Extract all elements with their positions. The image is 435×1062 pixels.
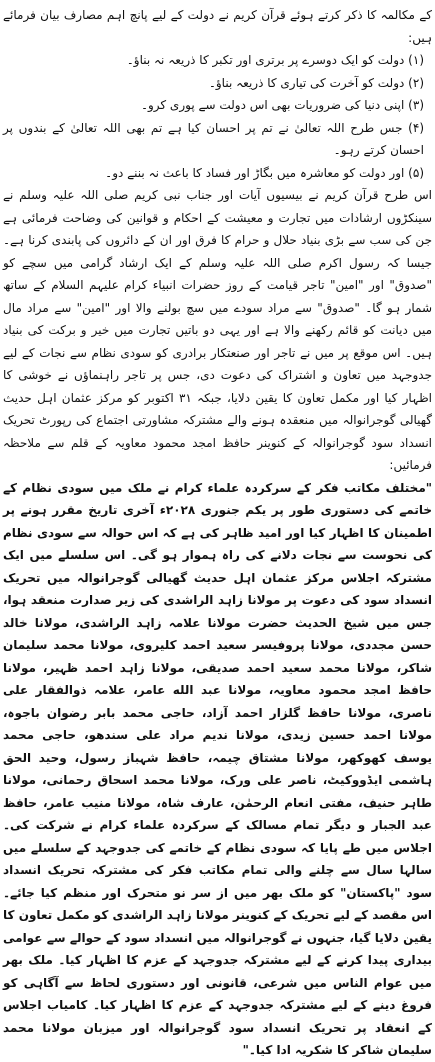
report-quote-paragraph: "مختلف مکاتب فکر کے سرکردہ علماء کرام نے ملک میں سودی نظام کے خاتمے کی دستوری طور پر یکم جنوری ۲۰۲۸ء آخری تاریخ مقرر ہونے پر اطمینان کا اظہار کیا اور امید ظاہر کی ہے کہ اس حوالہ سے سودی نظام کی نحوست سے نجات دلانے کی راہ ہموار ہو گی۔ اس سلسلے میں ایک مشترکہ اجلاس مرکز عثمان اہل حدیث گھیالی گوجرانوالہ میں تحریک انسداد سود کی دعوت پر مولانا زاہد الراشدی کی زیر صدارت منعقد ہوا، جس میں شیخ الحدیث حضرت مولانا علامہ زاہد الراشدی، مولانا خالد حسن مجددی، مولانا پروفیسر سعید احمد کلیروی، مولانا محمد سلیمان شاکر، مولانا محمد سعید احمد صدیقی، مولانا زاہد احمد ظہیر، مولانا حافظ امجد محمود معاویہ، مولانا عبد الله عامر، علامہ ذوالفقار علی ناصری، مولانا حافظ گلزار احمد آزاد، حاجی محمد بابر رضوان باجوہ، مولانا احمد حسین زیدی، مولانا ندیم مراد علی سندھو، حاجی محمد یوسف کھوکھر، مولانا مشتاق چیمہ، حافظ شہباز رسول، وحید الحق ہاشمی ایڈووکیٹ، ناصر علی ورک، مولانا محمد اسحاق رحمانی، مولانا طاہر حنیف، مفتی انعام الرحمٰن، عارف شاہ، مولانا منیب عامر، حافظ عبد الجبار و دیگر تمام مسالک کے سرکردہ علماء کرام نے شرکت کی۔ اجلاس میں طے پایا کہ سودی نظام کے خاتمے کی جدوجہد کے سلسلے میں سالہا سال سے چلنے والی تمام مکاتب فکر کی مشترکہ تحریک انسداد سود "پاکستان" کو ملک بھر میں از سر نو متحرک اور منظم کیا جائے۔ اس مقصد کے لیے تحریک کے کنوینر مولانا زاہد الراشدی کو مکمل تعاون کا یقین دلایا گیا، جنہوں نے گوجرانوالہ میں انسداد سود کے حوالے سے عوامی بیداری پیدا کرنے کے لیے مشترکہ جدوجہد کے عزم کا اظہار کیا۔ ملک بھر میں عوام الناس میں شرعی، قانونی اور دستوری لحاظ سے آگاہی کو فروغ دینے کے لیے مشترکہ جدوجہد کے عزم کا اظہار کیا۔ کامیاب اجلاس کے انعقاد پر تحریک انسداد سود گوجرانوالہ اور میزبان مولانا محمد سلیمان شاکر کا شکریہ ادا کیا۔"	[3, 480, 432, 1057]
body-paragraph: اس طرح قرآن کریم نے بیسیوں آیات اور جناب نبی کریم صلی اللہ علیہ وسلم نے سینکڑوں ارشادات میں تجارت و معیشت کے احکام و قوانین کی وضاحت فرمائی ہے جن کی سب سے بڑی بنیاد حلال و حرام کا فرق اور ان کے دائروں کی پابندی کرنا ہے۔ جیسا کہ رسول اکرم صلی اللہ علیہ وسلم کے ایک ارشاد گرامی میں سچے کو "صدوق" اور "امین" تاجر قیامت کے روز حضرات انبیاء کرام علیہم السلام کے ساتھ شمار ہو گا۔ "صدوق" سے مراد سودے میں سچ بولنے والا اور "امین" سے مراد مال میں دیانت کو قائم رکھنے والا ہے اور یہی دو باتیں تجارت میں خیر و برکت کی بنیاد ہیں۔ اس موقع پر میں نے تاجر اور صنعتکار برادری کو سودی نظام سے نجات کے لیے جدوجہد میں تعاون و اشتراک کی دعوت دی، جس پر تاجر راہنماؤں نے خوشی کا اظہار کیا اور مکمل تعاون کا یقین دلایا، جبکہ ۳۱ اکتوبر کو مرکز عثمان اہل حدیث گھیالی گوجرانوالہ میں منعقدہ ہونے والے مشترکہ مشاورتی اجتماع کی رپورٹ تحریک انسداد سود گوجرانوالہ کے کنوینر حافظ امجد محمود معاویہ کے قلم سے ملاحظہ فرمائیں:	[3, 188, 432, 472]
list-item-5: (۵) اور دولت کو معاشرہ میں بگاڑ اور فساد کا باعث نہ بننے دو۔	[105, 165, 424, 180]
list-item-1: (۱) دولت کو ایک دوسرے پر برتری اور تکبر کا ذریعہ نہ بناؤ۔	[126, 53, 424, 67]
list-item-3: (۳) اپنی دنیا کی ضروریات بھی اس دولت سے پوری کرو۔	[140, 98, 424, 112]
list-item-2: (۲) دولت کو آخرت کی تیاری کا ذریعہ بناؤ۔	[208, 75, 424, 90]
intro-paragraph: کے مکالمہ کا ذکر کرتے ہوئے قرآن کریم نے دولت کے لیے پانچ اہم مصارف بیان فرمائے ہیں:	[3, 8, 432, 45]
list-item-4: (۴) جس طرح اللہ تعالیٰ نے تم پر احسان کیا ہے تم بھی اللہ تعالیٰ کے بندوں پر احسان کرتے رہو۔	[3, 120, 424, 157]
